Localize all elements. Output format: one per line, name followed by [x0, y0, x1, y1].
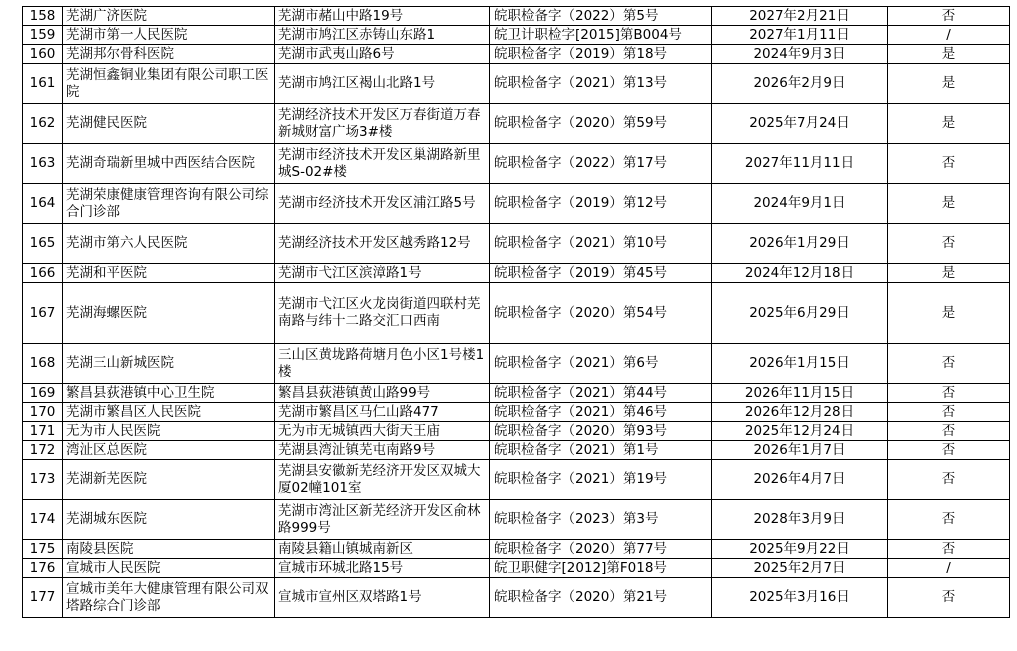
- status-flag: 是: [888, 45, 1010, 64]
- license-number: 皖职检备字（2020）第93号: [490, 422, 712, 441]
- license-number: 皖职检备字（2021）第13号: [490, 64, 712, 104]
- institution-address: 芜湖市赭山中路19号: [275, 7, 490, 26]
- row-number: 170: [23, 403, 63, 422]
- status-flag: 否: [888, 460, 1010, 500]
- institution-address: 芜湖市弋江区火龙岗街道四联村芜南路与纬十二路交汇口西南: [275, 283, 490, 344]
- expiry-date: 2024年9月3日: [712, 45, 888, 64]
- expiry-date: 2026年11月15日: [712, 384, 888, 403]
- institution-name: 芜湖新芜医院: [63, 460, 275, 500]
- row-number: 160: [23, 45, 63, 64]
- status-flag: 否: [888, 403, 1010, 422]
- institution-address: 无为市无城镇西大街天王庙: [275, 422, 490, 441]
- status-flag: 否: [888, 224, 1010, 264]
- expiry-date: 2025年7月24日: [712, 104, 888, 144]
- expiry-date: 2026年1月7日: [712, 441, 888, 460]
- status-flag: 否: [888, 441, 1010, 460]
- table-body: [23, 7, 1010, 618]
- license-number: 皖职检备字（2020）第21号: [490, 578, 712, 618]
- expiry-date: 2028年3月9日: [712, 500, 888, 540]
- institution-name: 南陵县医院: [63, 540, 275, 559]
- institution-name: 湾沚区总医院: [63, 441, 275, 460]
- license-number: 皖职检备字（2023）第3号: [490, 500, 712, 540]
- institution-name: 宣城市美年大健康管理有限公司双塔路综合门诊部: [63, 578, 275, 618]
- expiry-date: 2025年6月29日: [712, 283, 888, 344]
- institution-name: 繁昌县荻港镇中心卫生院: [63, 384, 275, 403]
- institution-address: 芜湖经济技术开发区越秀路12号: [275, 224, 490, 264]
- institution-address: 芜湖县湾沚镇芜屯南路9号: [275, 441, 490, 460]
- institution-name: 芜湖三山新城医院: [63, 344, 275, 384]
- status-flag: /: [888, 559, 1010, 578]
- status-flag: 是: [888, 104, 1010, 144]
- expiry-date: 2027年11月11日: [712, 144, 888, 184]
- status-flag: 否: [888, 500, 1010, 540]
- expiry-date: 2026年1月15日: [712, 344, 888, 384]
- license-number: 皖职检备字（2022）第17号: [490, 144, 712, 184]
- expiry-date: 2025年9月22日: [712, 540, 888, 559]
- license-number: 皖职检备字（2022）第5号: [490, 7, 712, 26]
- row-number: 164: [23, 184, 63, 224]
- table-row: [23, 26, 1010, 45]
- table-row: [23, 559, 1010, 578]
- institution-name: 芜湖邦尔骨科医院: [63, 45, 275, 64]
- table-row: [23, 384, 1010, 403]
- institution-address: 芜湖市经济技术开发区巢湖路新里城S-02#楼: [275, 144, 490, 184]
- license-number: 皖职检备字（2021）第44号: [490, 384, 712, 403]
- row-number: 176: [23, 559, 63, 578]
- institution-address: 芜湖经济技术开发区万春街道万春新城财富广场3#楼: [275, 104, 490, 144]
- institution-address: 宣城市环城北路15号: [275, 559, 490, 578]
- table-row: [23, 540, 1010, 559]
- table-row: [23, 264, 1010, 283]
- institution-address: 宣城市宣州区双塔路1号: [275, 578, 490, 618]
- institution-name: 宣城市人民医院: [63, 559, 275, 578]
- table-row: [23, 422, 1010, 441]
- institution-name: 芜湖和平医院: [63, 264, 275, 283]
- license-number: 皖职检备字（2019）第12号: [490, 184, 712, 224]
- table-row: [23, 144, 1010, 184]
- status-flag: /: [888, 26, 1010, 45]
- row-number: 161: [23, 64, 63, 104]
- table-row: [23, 578, 1010, 618]
- status-flag: 否: [888, 384, 1010, 403]
- status-flag: 否: [888, 578, 1010, 618]
- institution-name: 芜湖城东医院: [63, 500, 275, 540]
- institution-address: 三山区黄垅路荷塘月色小区1号楼1楼: [275, 344, 490, 384]
- institution-address: 芜湖市经济技术开发区浦江路5号: [275, 184, 490, 224]
- license-number: 皖职检备字（2020）第59号: [490, 104, 712, 144]
- expiry-date: 2025年12月24日: [712, 422, 888, 441]
- institution-address: 芜湖市鸠江区褐山北路1号: [275, 64, 490, 104]
- table-row: [23, 441, 1010, 460]
- table-row: [23, 7, 1010, 26]
- institution-address: 芜湖市弋江区滨漳路1号: [275, 264, 490, 283]
- institution-name: 芜湖市第六人民医院: [63, 224, 275, 264]
- expiry-date: 2024年12月18日: [712, 264, 888, 283]
- row-number: 165: [23, 224, 63, 264]
- license-number: 皖职检备字（2021）第1号: [490, 441, 712, 460]
- table-row: [23, 344, 1010, 384]
- institution-name: 芜湖市第一人民医院: [63, 26, 275, 45]
- license-number: 皖职检备字（2019）第18号: [490, 45, 712, 64]
- institution-name: 芜湖奇瑞新里城中西医结合医院: [63, 144, 275, 184]
- institution-address: 芜湖市繁昌区马仁山路477: [275, 403, 490, 422]
- expiry-date: 2025年2月7日: [712, 559, 888, 578]
- status-flag: 否: [888, 540, 1010, 559]
- institution-table-sheet: [22, 6, 1010, 618]
- row-number: 175: [23, 540, 63, 559]
- table-row: [23, 104, 1010, 144]
- status-flag: 是: [888, 283, 1010, 344]
- license-number: 皖职检备字（2021）第19号: [490, 460, 712, 500]
- expiry-date: 2025年3月16日: [712, 578, 888, 618]
- table-row: [23, 283, 1010, 344]
- institution-name: 芜湖海螺医院: [63, 283, 275, 344]
- row-number: 168: [23, 344, 63, 384]
- expiry-date: 2024年9月1日: [712, 184, 888, 224]
- table-row: [23, 460, 1010, 500]
- table-row: [23, 500, 1010, 540]
- row-number: 177: [23, 578, 63, 618]
- status-flag: 是: [888, 264, 1010, 283]
- table-row: [23, 64, 1010, 104]
- expiry-date: 2026年1月29日: [712, 224, 888, 264]
- row-number: 167: [23, 283, 63, 344]
- institution-address: 芜湖县安徽新芜经济开发区双城大厦02幢101室: [275, 460, 490, 500]
- expiry-date: 2027年2月21日: [712, 7, 888, 26]
- table-row: [23, 184, 1010, 224]
- license-number: 皖职检备字（2020）第77号: [490, 540, 712, 559]
- row-number: 162: [23, 104, 63, 144]
- row-number: 158: [23, 7, 63, 26]
- row-number: 173: [23, 460, 63, 500]
- status-flag: 否: [888, 344, 1010, 384]
- institution-address: 南陵县籍山镇城南新区: [275, 540, 490, 559]
- row-number: 172: [23, 441, 63, 460]
- expiry-date: 2026年2月9日: [712, 64, 888, 104]
- institution-address: 芜湖市鸠江区赤铸山东路1: [275, 26, 490, 45]
- expiry-date: 2026年4月7日: [712, 460, 888, 500]
- row-number: 174: [23, 500, 63, 540]
- table-row: [23, 224, 1010, 264]
- institution-table: [22, 6, 1010, 618]
- institution-name: 芜湖广济医院: [63, 7, 275, 26]
- license-number: 皖卫计职检字[2015]第B004号: [490, 26, 712, 45]
- license-number: 皖职检备字（2021）第46号: [490, 403, 712, 422]
- status-flag: 否: [888, 7, 1010, 26]
- institution-address: 芜湖市武夷山路6号: [275, 45, 490, 64]
- license-number: 皖职检备字（2021）第6号: [490, 344, 712, 384]
- status-flag: 否: [888, 422, 1010, 441]
- row-number: 169: [23, 384, 63, 403]
- institution-name: 芜湖健民医院: [63, 104, 275, 144]
- status-flag: 是: [888, 184, 1010, 224]
- table-row: [23, 45, 1010, 64]
- institution-name: 无为市人民医院: [63, 422, 275, 441]
- institution-address: 芜湖市湾沚区新芜经济开发区俞林路999号: [275, 500, 490, 540]
- expiry-date: 2026年12月28日: [712, 403, 888, 422]
- status-flag: 是: [888, 64, 1010, 104]
- table-row: [23, 403, 1010, 422]
- institution-name: 芜湖荣康健康管理咨询有限公司综合门诊部: [63, 184, 275, 224]
- institution-name: 芜湖恒鑫铜业集团有限公司职工医院: [63, 64, 275, 104]
- row-number: 166: [23, 264, 63, 283]
- license-number: 皖卫职健字[2012]第F018号: [490, 559, 712, 578]
- row-number: 171: [23, 422, 63, 441]
- license-number: 皖职检备字（2021）第10号: [490, 224, 712, 264]
- institution-name: 芜湖市繁昌区人民医院: [63, 403, 275, 422]
- license-number: 皖职检备字（2019）第45号: [490, 264, 712, 283]
- status-flag: 否: [888, 144, 1010, 184]
- expiry-date: 2027年1月11日: [712, 26, 888, 45]
- institution-address: 繁昌县荻港镇黄山路99号: [275, 384, 490, 403]
- row-number: 159: [23, 26, 63, 45]
- license-number: 皖职检备字（2020）第54号: [490, 283, 712, 344]
- row-number: 163: [23, 144, 63, 184]
